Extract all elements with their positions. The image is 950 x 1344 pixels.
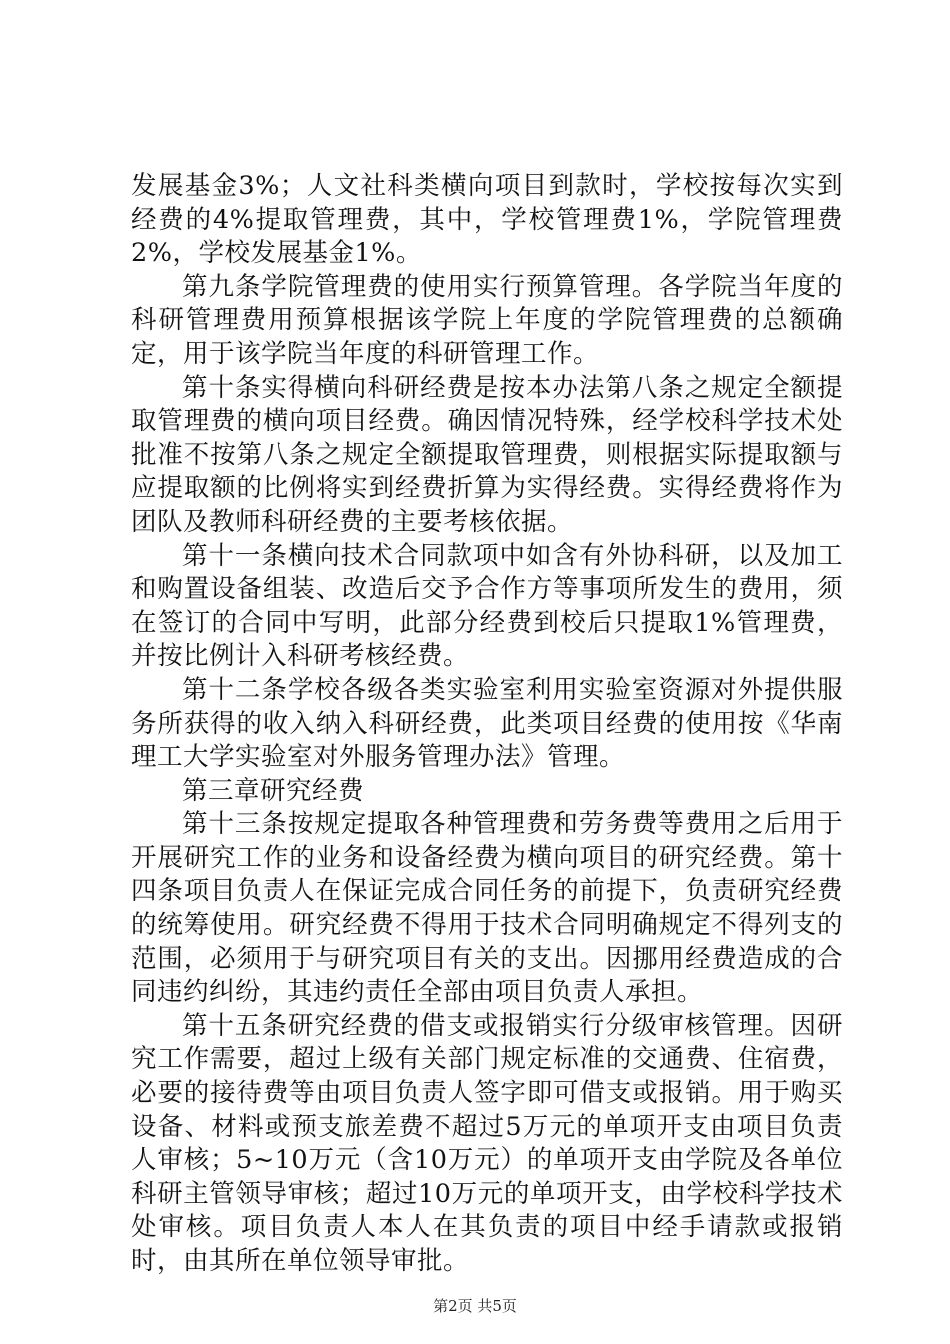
document-body: [131, 170, 843, 1279]
paragraph: 第十五条研究经费的借支或报销实行分级审核管理。因研究工作需要，超过上级有关部门规定标准的交通费、住宿费，必要的接待费等由项目负责人签字即可借支或报销。用于购买设备、材料或预支旅差费不超过5万元的单项开支由项目负责人审核；5~10万元（含10万元）的单项开支由学院及各单位科研主管领导审核；超过10万元的单项开支，由学校科学技术处审核。项目负责人本人在其负责的项目中经手请款或报销时，由其所在单位领导审批。: [131, 1010, 843, 1276]
paragraph: 第十二条学校各级各类实验室利用实验室资源对外提供服务所获得的收入纳入科研经费，此类项目经费的使用按《华南理工大学实验室对外服务管理办法》管理。: [131, 674, 843, 773]
paragraph: 第十一条横向技术合同款项中如含有外协科研，以及加工和购置设备组装、改造后交予合作方等事项所发生的费用，须在签订的合同中写明，此部分经费到校后只提取1%管理费，并按比例计入科研考核经费。: [131, 540, 843, 672]
page-number-footer: 第2页 共5页: [433, 1297, 517, 1315]
paragraph: 第九条学院管理费的使用实行预算管理。各学院当年度的科研管理费用预算根据该学院上年度的学院管理费的总额确定，用于该学院当年度的科研管理工作。: [131, 271, 843, 369]
chapter-heading: 第三章研究经费: [182, 775, 365, 806]
paragraph: 第十三条按规定提取各种管理费和劳务费等费用之后用于开展研究工作的业务和设备经费为横向项目的研究经费。第十四条项目负责人在保证完成合同任务的前提下，负责研究经费的统筹使用。研究经费不得用于技术合同明确规定不得列支的范围，必须用于与研究项目有关的支出。因挪用经费造成的合同违约纠纷，其违约责任全部由项目负责人承担。: [131, 809, 843, 1008]
paragraph: 第十条实得横向科研经费是按本办法第八条之规定全额提取管理费的横向项目经费。确因情况特殊，经学校科学技术处批准不按第八条之规定全额提取管理费，则根据实际提取额与应提取额的比例将实到经费折算为实得经费。实得经费将作为团队及教师科研经费的主要考核依据。: [131, 372, 843, 537]
paragraph: 发展基金3%；人文社科类横向项目到款时，学校按每次实到经费的4%提取管理费，其中，学校管理费1%，学院管理费2%，学校发展基金1%。: [131, 171, 843, 269]
